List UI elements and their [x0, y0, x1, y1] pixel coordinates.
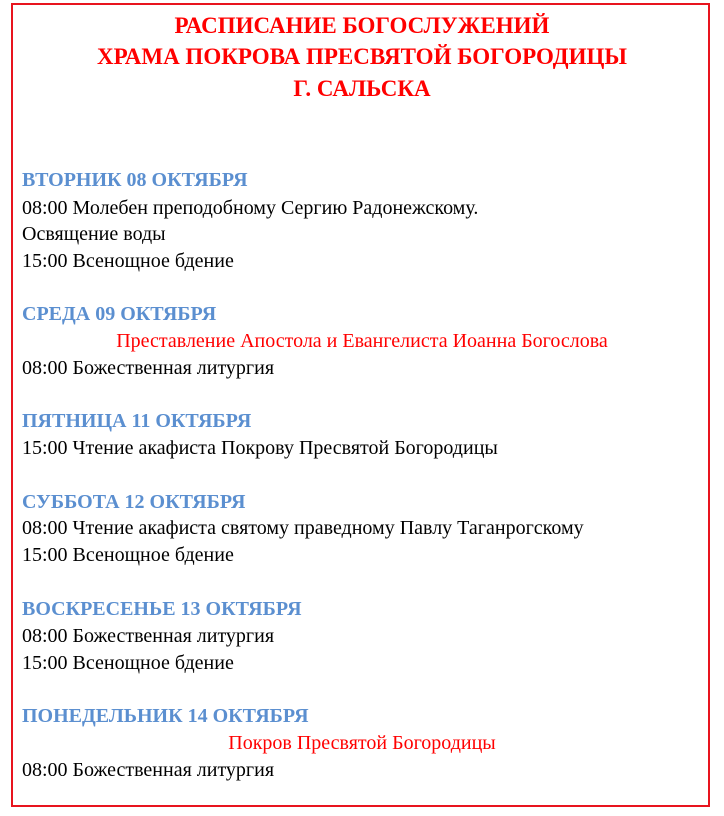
day-heading-friday: ПЯТНИЦА 11 ОКТЯБРЯ [22, 410, 252, 432]
feast-title: Преставление Апостола и Евангелиста Иоанна Богослова [116, 330, 608, 352]
service-line: 08:00 Божественная литургия [22, 625, 275, 647]
service-line: 08:00 Божественная литургия [22, 357, 275, 379]
schedule-title-line-3: Г. САЛЬСКА [293, 76, 431, 101]
day-heading-tuesday: ВТОРНИК 08 ОКТЯБРЯ [22, 169, 248, 191]
service-line: 15:00 Чтение акафиста Покрову Пресвятой Богородицы [22, 437, 498, 459]
schedule-title-line-1: РАСПИСАНИЕ БОГОСЛУЖЕНИЙ [174, 13, 550, 38]
schedule-title-line-2: ХРАМА ПОКРОВА ПРЕСВЯТОЙ БОГОРОДИЦЫ [97, 44, 627, 69]
service-line: Освящение воды [22, 223, 166, 245]
service-line: 15:00 Всенощное бдение [22, 652, 234, 674]
day-heading-sunday: ВОСКРЕСЕНЬЕ 13 ОКТЯБРЯ [22, 598, 302, 620]
day-heading-wednesday: СРЕДА 09 ОКТЯБРЯ [22, 303, 217, 325]
service-line: 08:00 Молебен преподобному Сергию Радонежскому. [22, 197, 479, 219]
day-heading-monday: ПОНЕДЕЛЬНИК 14 ОКТЯБРЯ [22, 705, 309, 727]
service-line: 08:00 Божественная литургия [22, 759, 275, 781]
service-line: 08:00 Чтение акафиста святому праведному Павлу Таганрогскому [22, 517, 584, 539]
schedule-border [11, 3, 710, 807]
feast-title: Покров Пресвятой Богородицы [228, 732, 496, 754]
service-line: 15:00 Всенощное бдение [22, 544, 234, 566]
service-line: 15:00 Всенощное бдение [22, 250, 234, 272]
day-heading-saturday: СУББОТА 12 ОКТЯБРЯ [22, 491, 246, 513]
